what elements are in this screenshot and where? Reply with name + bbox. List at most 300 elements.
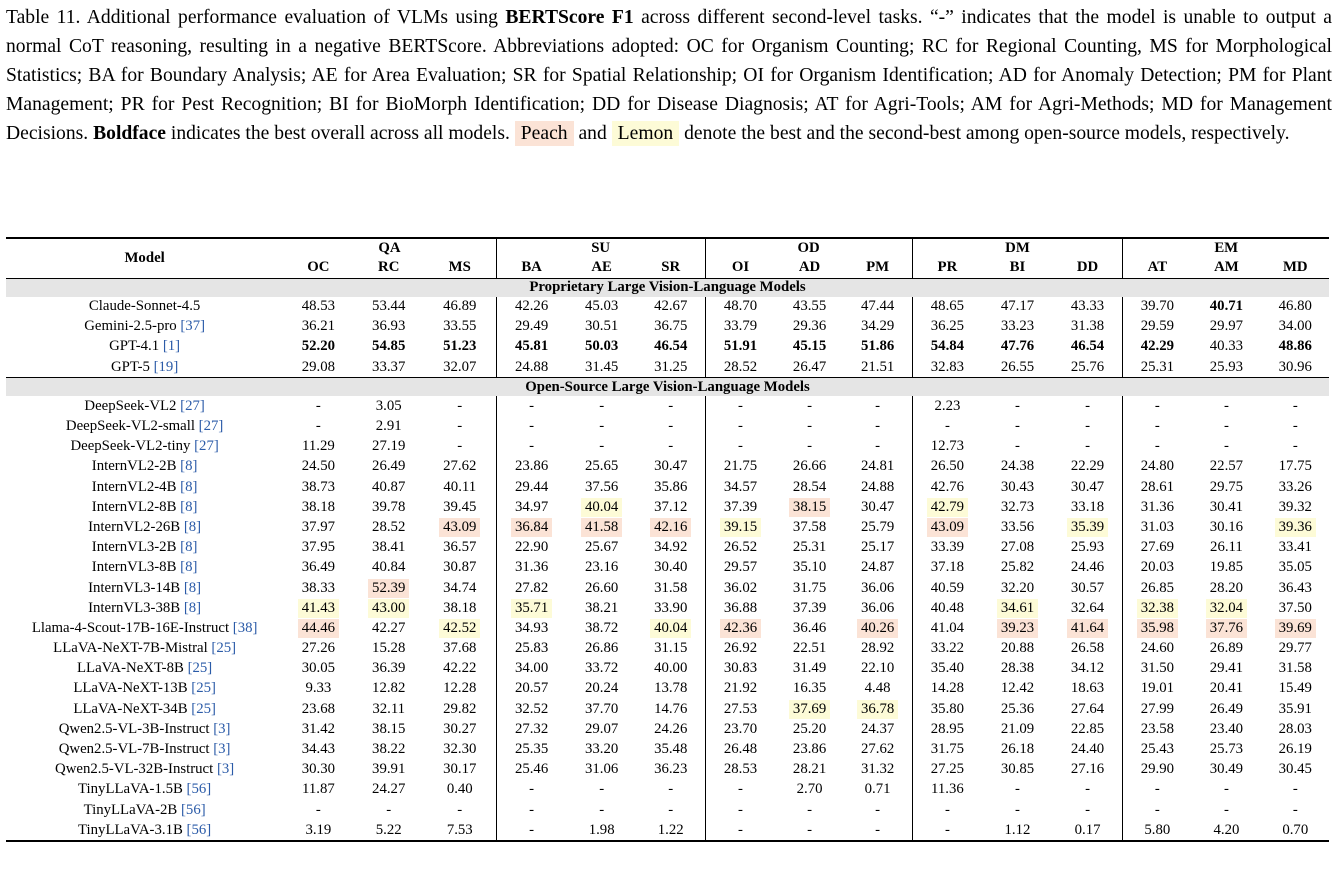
value: 31.42	[301, 720, 336, 737]
citation-link[interactable]: [8]	[180, 539, 198, 556]
value: -	[1223, 781, 1229, 798]
value-cell-ae	[567, 739, 637, 759]
value-cell-dd	[1053, 396, 1123, 416]
model-name: DeepSeek-VL2	[84, 397, 177, 414]
value-cell-oi	[705, 517, 775, 537]
citation-link[interactable]: [3]	[213, 741, 231, 758]
column-header-dd: DD	[1053, 258, 1123, 278]
value: 25.43	[1140, 741, 1175, 758]
value: 42.67	[654, 298, 688, 315]
value: 26.48	[723, 741, 758, 758]
citation-link[interactable]: [27]	[198, 418, 224, 435]
value: -	[738, 438, 743, 455]
group-su: SU	[496, 238, 705, 258]
value-cell-ba	[496, 517, 566, 537]
value-cell-bi	[982, 780, 1052, 800]
value: -	[1015, 418, 1020, 435]
citation-link[interactable]: [3]	[213, 720, 231, 737]
value: 35.91	[1278, 700, 1312, 717]
table-row	[6, 416, 1329, 436]
value: 33.23	[1000, 318, 1035, 335]
value: 32.38	[1137, 599, 1178, 618]
column-header-pm: PM	[844, 258, 912, 278]
value: 42.36	[720, 619, 761, 638]
value: 46.89	[443, 298, 477, 315]
value: 30.85	[1000, 761, 1035, 778]
value: 45.15	[792, 338, 827, 355]
value: 25.93	[1209, 358, 1244, 375]
value: 24.38	[1000, 458, 1035, 475]
value-cell-at	[1123, 437, 1191, 457]
value-cell-am	[1191, 357, 1261, 378]
value-cell-pr	[912, 337, 982, 357]
value: 31.49	[792, 660, 827, 677]
value-cell-oi	[705, 538, 775, 558]
citation-link[interactable]: [8]	[183, 599, 202, 616]
value: 25.65	[585, 458, 619, 475]
table-row	[6, 578, 1329, 598]
model-name: InternVL2-8B	[91, 498, 177, 515]
value-cell-ms	[424, 517, 496, 537]
value-cell-oc	[283, 396, 353, 416]
citation-link[interactable]: [8]	[180, 478, 198, 495]
value-cell-oc	[283, 820, 353, 841]
value-cell-ba	[496, 457, 566, 477]
value-cell-bi	[982, 578, 1052, 598]
value: 30.27	[443, 720, 477, 737]
value: 45.81	[514, 338, 549, 355]
value: -	[599, 397, 605, 414]
value-cell-ae	[567, 497, 637, 517]
value: -	[457, 801, 463, 818]
value-cell-at	[1123, 517, 1191, 537]
value-cell-ba	[496, 396, 566, 416]
value-cell-at	[1123, 396, 1191, 416]
value-cell-bi	[982, 497, 1052, 517]
model-name-cell	[6, 437, 283, 457]
caption-text-1: Table 11. Additional performance evaluation of VLMs using	[6, 7, 506, 28]
value: 50.03	[585, 338, 619, 355]
value-cell-pm	[844, 699, 912, 719]
value-cell-rc	[354, 538, 424, 558]
value-cell-pm	[844, 437, 912, 457]
value: 28.52	[372, 518, 406, 535]
value: 27.16	[1070, 761, 1105, 778]
citation-link[interactable]: [3]	[216, 761, 235, 778]
value-cell-dd	[1053, 317, 1123, 337]
value-cell-pm	[844, 739, 912, 759]
value: 41.64	[1067, 619, 1108, 638]
value-cell-bi	[982, 538, 1052, 558]
value-cell-ba	[496, 337, 566, 357]
citation-link[interactable]: [27]	[180, 397, 205, 414]
value-cell-ba	[496, 639, 566, 659]
value-cell-ba	[496, 780, 566, 800]
value: 28.53	[723, 761, 758, 778]
citation-link[interactable]: [8]	[180, 458, 198, 475]
value-cell-at	[1123, 337, 1191, 357]
citation-link[interactable]: [37]	[180, 318, 206, 335]
value: -	[1223, 438, 1229, 455]
value: -	[668, 801, 674, 818]
value-cell-pr	[912, 497, 982, 517]
value-cell-oc	[283, 457, 353, 477]
value: 42.16	[650, 518, 691, 537]
value: 34.57	[723, 478, 758, 495]
value: 30.51	[585, 318, 619, 335]
table-row	[6, 357, 1329, 378]
value: 36.06	[860, 579, 895, 596]
value-cell-ms	[424, 598, 496, 618]
value: 33.20	[585, 741, 619, 758]
value-cell-oi	[705, 699, 775, 719]
value-cell-am	[1191, 416, 1261, 436]
table-row	[6, 598, 1329, 618]
value: 26.50	[930, 458, 965, 475]
value-cell-oc	[283, 337, 353, 357]
value: 0.40	[446, 781, 473, 798]
value-cell-pr	[912, 357, 982, 378]
value-cell-ms	[424, 639, 496, 659]
value-cell-oi	[705, 337, 775, 357]
value: 32.64	[1070, 599, 1105, 616]
model-name: LLaVA-NeXT-8B	[77, 660, 184, 677]
table-row	[6, 679, 1329, 699]
value: 46.54	[654, 338, 688, 355]
value: 32.07	[443, 358, 477, 375]
citation-link[interactable]: [38]	[232, 619, 258, 636]
value-cell-oi	[705, 598, 775, 618]
value: -	[599, 781, 605, 798]
value-cell-rc	[354, 337, 424, 357]
value: 33.56	[1000, 518, 1035, 535]
value: 30.30	[301, 761, 336, 778]
model-name-cell	[6, 760, 283, 780]
table-row	[6, 437, 1329, 457]
citation-link[interactable]: [25]	[187, 660, 213, 677]
value-cell-oi	[705, 437, 775, 457]
value: 1.12	[1004, 821, 1031, 838]
value-cell-md	[1262, 639, 1329, 659]
value-cell-rc	[354, 517, 424, 537]
value: 23.40	[1209, 720, 1244, 737]
value-cell-pm	[844, 659, 912, 679]
value: 9.33	[305, 680, 332, 697]
value: 32.73	[1000, 498, 1035, 515]
table-row	[6, 497, 1329, 517]
value-cell-pm	[844, 760, 912, 780]
value-cell-oi	[705, 739, 775, 759]
value: -	[738, 397, 743, 414]
value-cell-oc	[283, 357, 353, 378]
value: -	[315, 418, 321, 435]
citation-link[interactable]: [8]	[183, 518, 202, 535]
value: 29.08	[301, 358, 336, 375]
value: 53.44	[372, 298, 406, 315]
value-cell-am	[1191, 800, 1261, 820]
citation-link[interactable]: [8]	[180, 498, 198, 515]
value: 36.02	[723, 579, 758, 596]
value: -	[944, 821, 950, 838]
value: 34.74	[443, 579, 477, 596]
table-row	[6, 780, 1329, 800]
value: 26.89	[1209, 640, 1244, 657]
value: -	[875, 801, 881, 818]
value: 39.45	[443, 498, 477, 515]
value-cell-pr	[912, 437, 982, 457]
value-cell-bi	[982, 517, 1052, 537]
value: 26.55	[1000, 358, 1035, 375]
value: 35.80	[930, 700, 965, 717]
value-cell-pr	[912, 578, 982, 598]
value-cell-dd	[1053, 578, 1123, 598]
citation-link[interactable]: [25]	[211, 640, 237, 657]
model-name: InternVL3-38B	[88, 599, 181, 616]
model-name: Gemini-2.5-pro	[84, 318, 177, 335]
value-cell-pm	[844, 780, 912, 800]
value-cell-dd	[1053, 760, 1123, 780]
model-name: TinyLLaVA-3.1B	[78, 821, 183, 838]
value: 15.28	[372, 640, 406, 657]
value-cell-sr	[637, 820, 705, 841]
value-cell-rc	[354, 699, 424, 719]
value: 47.44	[860, 298, 895, 315]
value: 24.46	[1070, 559, 1105, 576]
value: 38.73	[301, 478, 336, 495]
value-cell-oc	[283, 538, 353, 558]
value-cell-rc	[354, 659, 424, 679]
value: 39.23	[997, 619, 1038, 638]
value-cell-bi	[982, 297, 1052, 317]
value: -	[1085, 397, 1091, 414]
value-cell-oc	[283, 618, 353, 638]
citation-link[interactable]: [8]	[180, 559, 198, 576]
value-cell-pr	[912, 659, 982, 679]
model-name-cell	[6, 497, 283, 517]
value-cell-bi	[982, 558, 1052, 578]
value: 37.69	[789, 700, 830, 719]
value: -	[1292, 781, 1298, 798]
value-cell-ba	[496, 760, 566, 780]
value: 34.00	[1278, 318, 1312, 335]
value-cell-oi	[705, 820, 775, 841]
model-name-cell	[6, 719, 283, 739]
value: 31.25	[654, 358, 688, 375]
model-name: TinyLLaVA-1.5B	[78, 781, 183, 798]
value-cell-ae	[567, 416, 637, 436]
value: 33.39	[930, 539, 965, 556]
value-cell-pr	[912, 699, 982, 719]
value: 37.95	[301, 539, 336, 556]
caption-boldface: Boldface	[93, 123, 166, 144]
value-cell-ae	[567, 760, 637, 780]
value: 20.57	[514, 680, 549, 697]
value: -	[875, 418, 881, 435]
value: 26.18	[1000, 741, 1035, 758]
value: -	[875, 821, 881, 838]
value: 16.35	[792, 680, 827, 697]
citation-link[interactable]: [25]	[191, 700, 216, 717]
value: -	[875, 397, 881, 414]
model-name: GPT-4.1	[109, 338, 160, 355]
value-cell-md	[1262, 659, 1329, 679]
value-cell-ae	[567, 679, 637, 699]
value-cell-md	[1262, 820, 1329, 841]
citation-link[interactable]: [1]	[162, 338, 181, 355]
model-name-cell	[6, 538, 283, 558]
value-cell-rc	[354, 739, 424, 759]
value-cell-at	[1123, 739, 1191, 759]
value-cell-ms	[424, 416, 496, 436]
value-cell-ae	[567, 437, 637, 457]
model-name-cell	[6, 618, 283, 638]
value: 14.76	[654, 700, 688, 717]
value: 30.47	[654, 458, 688, 475]
model-name: Qwen2.5-VL-32B-Instruct	[55, 761, 214, 778]
value: 22.90	[514, 539, 549, 556]
value-cell-ad	[775, 760, 843, 780]
value: -	[944, 801, 950, 818]
value: 33.26	[1278, 478, 1312, 495]
citation-link[interactable]: [56]	[186, 781, 212, 798]
value: 25.17	[860, 539, 895, 556]
value: 34.29	[860, 318, 895, 335]
citation-link[interactable]: [19]	[153, 358, 179, 375]
value: 5.22	[375, 821, 402, 838]
value: 26.19	[1278, 741, 1312, 758]
value: 27.53	[723, 700, 758, 717]
value: 35.39	[1067, 518, 1108, 537]
value: 40.04	[581, 498, 622, 517]
value: 36.93	[372, 318, 406, 335]
value: 30.83	[723, 660, 758, 677]
value-cell-am	[1191, 739, 1261, 759]
value: 19.85	[1209, 559, 1244, 576]
citation-link[interactable]: [8]	[183, 579, 202, 596]
value-cell-ms	[424, 437, 496, 457]
value-cell-pr	[912, 800, 982, 820]
value: -	[738, 801, 743, 818]
value-cell-sr	[637, 558, 705, 578]
value: 28.61	[1140, 478, 1175, 495]
value: 39.36	[1275, 518, 1316, 537]
value: 30.45	[1278, 761, 1312, 778]
table-row	[6, 477, 1329, 497]
value-cell-oc	[283, 517, 353, 537]
value: -	[1015, 801, 1020, 818]
value: 32.11	[372, 700, 406, 717]
value-cell-ad	[775, 679, 843, 699]
section-header: Open-Source Large Vision-Language Models	[6, 378, 1329, 397]
value: 40.87	[372, 478, 406, 495]
group-em: EM	[1123, 238, 1329, 258]
value: 24.81	[860, 458, 895, 475]
value-cell-oc	[283, 800, 353, 820]
citation-link[interactable]: [27]	[194, 438, 219, 455]
value-cell-ba	[496, 357, 566, 378]
value-cell-rc	[354, 679, 424, 699]
value: 24.37	[860, 720, 895, 737]
value-cell-sr	[637, 800, 705, 820]
value: 42.27	[372, 619, 406, 636]
value: 36.23	[654, 761, 688, 778]
value: 24.40	[1070, 741, 1105, 758]
value-cell-at	[1123, 780, 1191, 800]
value: 28.54	[792, 478, 827, 495]
value-cell-pr	[912, 820, 982, 841]
value-cell-pm	[844, 598, 912, 618]
value: 25.76	[1070, 358, 1105, 375]
value: -	[875, 438, 881, 455]
value-cell-ms	[424, 760, 496, 780]
value: 52.20	[301, 338, 336, 355]
citation-link[interactable]: [56]	[186, 821, 212, 838]
value-cell-md	[1262, 558, 1329, 578]
value-cell-am	[1191, 558, 1261, 578]
value-cell-oi	[705, 578, 775, 598]
value-cell-rc	[354, 618, 424, 638]
value: 30.41	[1209, 498, 1244, 515]
value: -	[457, 397, 463, 414]
value-cell-am	[1191, 618, 1261, 638]
value-cell-ba	[496, 598, 566, 618]
value-cell-oc	[283, 719, 353, 739]
value: 25.82	[1000, 559, 1035, 576]
model-name: LLaVA-NeXT-34B	[73, 700, 188, 717]
value: 52.39	[368, 579, 409, 598]
value: 38.18	[301, 498, 336, 515]
value-cell-ms	[424, 659, 496, 679]
value-cell-pm	[844, 517, 912, 537]
value: 25.35	[514, 741, 549, 758]
value: 38.21	[585, 599, 619, 616]
model-name-cell	[6, 598, 283, 618]
column-header-ad: AD	[775, 258, 843, 278]
value: 30.05	[301, 660, 336, 677]
value-cell-pm	[844, 497, 912, 517]
value-cell-sr	[637, 639, 705, 659]
value-cell-ba	[496, 618, 566, 638]
value-cell-ad	[775, 558, 843, 578]
column-header-ae: AE	[567, 258, 637, 278]
value-cell-ms	[424, 357, 496, 378]
value-cell-sr	[637, 598, 705, 618]
value: 36.25	[930, 318, 965, 335]
value-cell-ad	[775, 517, 843, 537]
value: 12.73	[930, 438, 965, 455]
value-cell-ad	[775, 477, 843, 497]
value: 28.95	[930, 720, 965, 737]
value-cell-ba	[496, 739, 566, 759]
value: 37.70	[585, 700, 619, 717]
value-cell-oc	[283, 497, 353, 517]
value: 37.68	[443, 640, 477, 657]
table-row	[6, 800, 1329, 820]
value-cell-ae	[567, 598, 637, 618]
value-cell-rc	[354, 416, 424, 436]
value-cell-rc	[354, 558, 424, 578]
value: -	[1015, 438, 1020, 455]
value: 26.60	[585, 579, 619, 596]
value-cell-pm	[844, 538, 912, 558]
value: 42.52	[439, 619, 480, 638]
value: 38.41	[372, 539, 406, 556]
value: 26.47	[792, 358, 827, 375]
value-cell-ad	[775, 437, 843, 457]
citation-link[interactable]: [25]	[191, 680, 216, 697]
value: 30.43	[1000, 478, 1035, 495]
citation-link[interactable]: [56]	[181, 801, 206, 818]
